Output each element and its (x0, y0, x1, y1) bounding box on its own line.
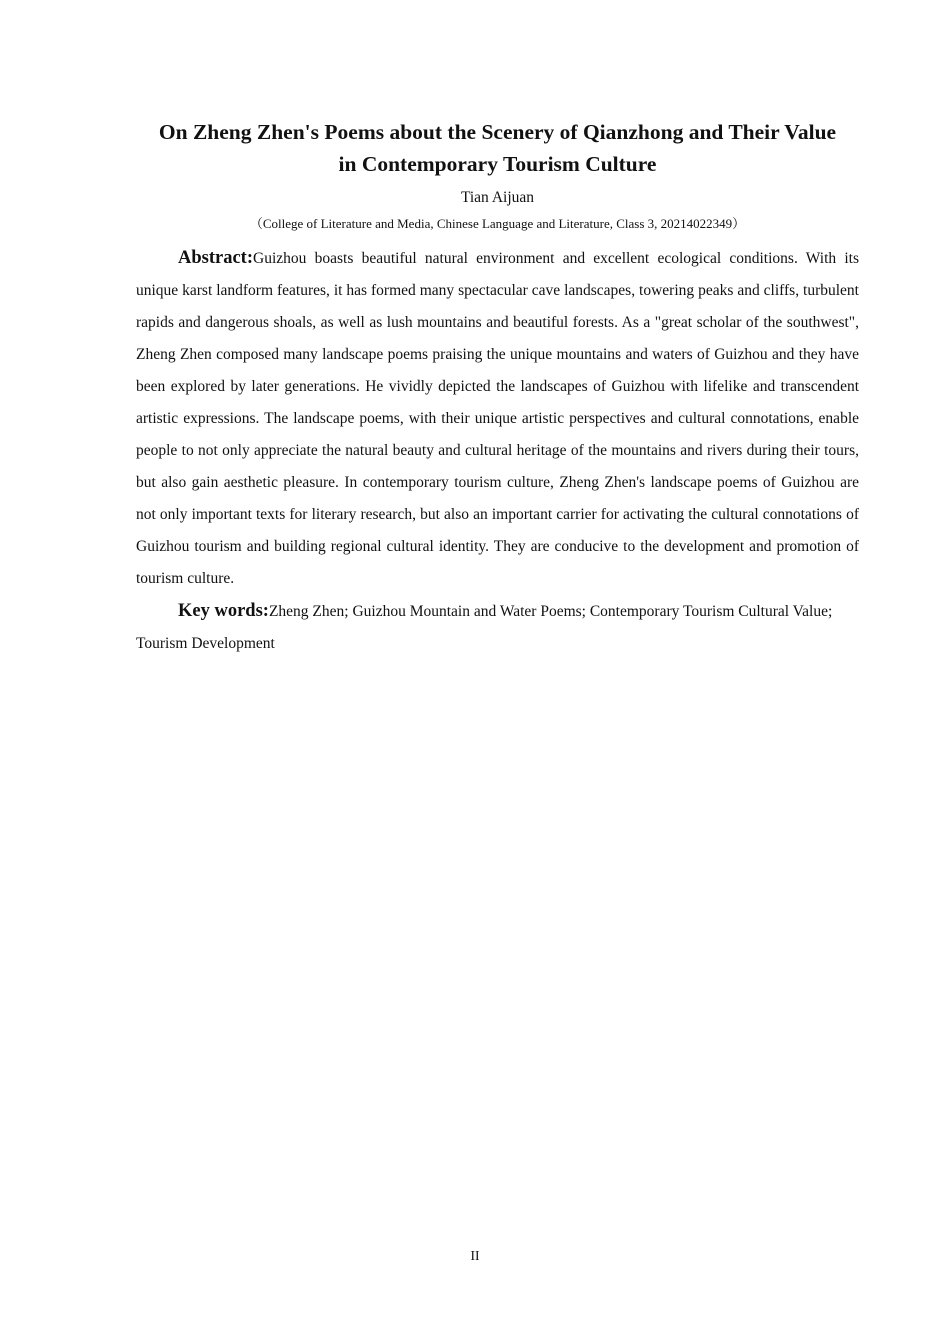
page-number: II (470, 1248, 480, 1263)
keywords-label: Key words: (178, 601, 269, 621)
abstract-label: Abstract: (178, 248, 254, 268)
author-name: Tian Aijuan (460, 189, 535, 206)
keywords-paragraph (136, 595, 859, 660)
abstract-section (136, 116, 859, 660)
paper-title-line-2: in Contemporary Tourism Culture (338, 152, 657, 176)
paper-title (136, 116, 859, 180)
abstract-paragraph (136, 242, 859, 595)
paper-title-line-1: On Zheng Zhen's Poems about the Scenery of Qianzhong and Their Value (158, 120, 837, 144)
abstract-text: Guizhou boasts beautiful natural environment and excellent ecological conditions. With its unique karst landform features, it has formed many spectacular cave landscapes, towering peaks and cliffs, turbulent rapids and dangerous shoals, as well as lush mountains and beautiful forests. As a "great scholar of the southwest", Zheng Zhen composed many landscape poems praising the unique mountains and waters of Guizhou and they have been explored by later generations. He vividly depicted the landscapes of Guizhou with lifelike and transcendent artistic expressions. The landscape poems, with their unique artistic perspectives and cultural connotations, enable people to not only appreciate the natural beauty and cultural heritage of the mountains and rivers during their tours, but also gain aesthetic pleasure. In contemporary tourism culture, Zheng Zhen's landscape poems of Guizhou are not only important texts for literary research, but also an important carrier for activating the cultural connotations of Guizhou tourism and building regional cultural identity. They are conducive to the development and promotion of tourism culture. (136, 250, 859, 587)
keywords-text: Zheng Zhen; Guizhou Mountain and Water Poems; Contemporary Tourism Cultural Value; Tourism Development (136, 603, 833, 652)
author-affiliation: （College of Literature and Media, Chinese Language and Literature, Class 3, 20214022349） (249, 216, 746, 231)
